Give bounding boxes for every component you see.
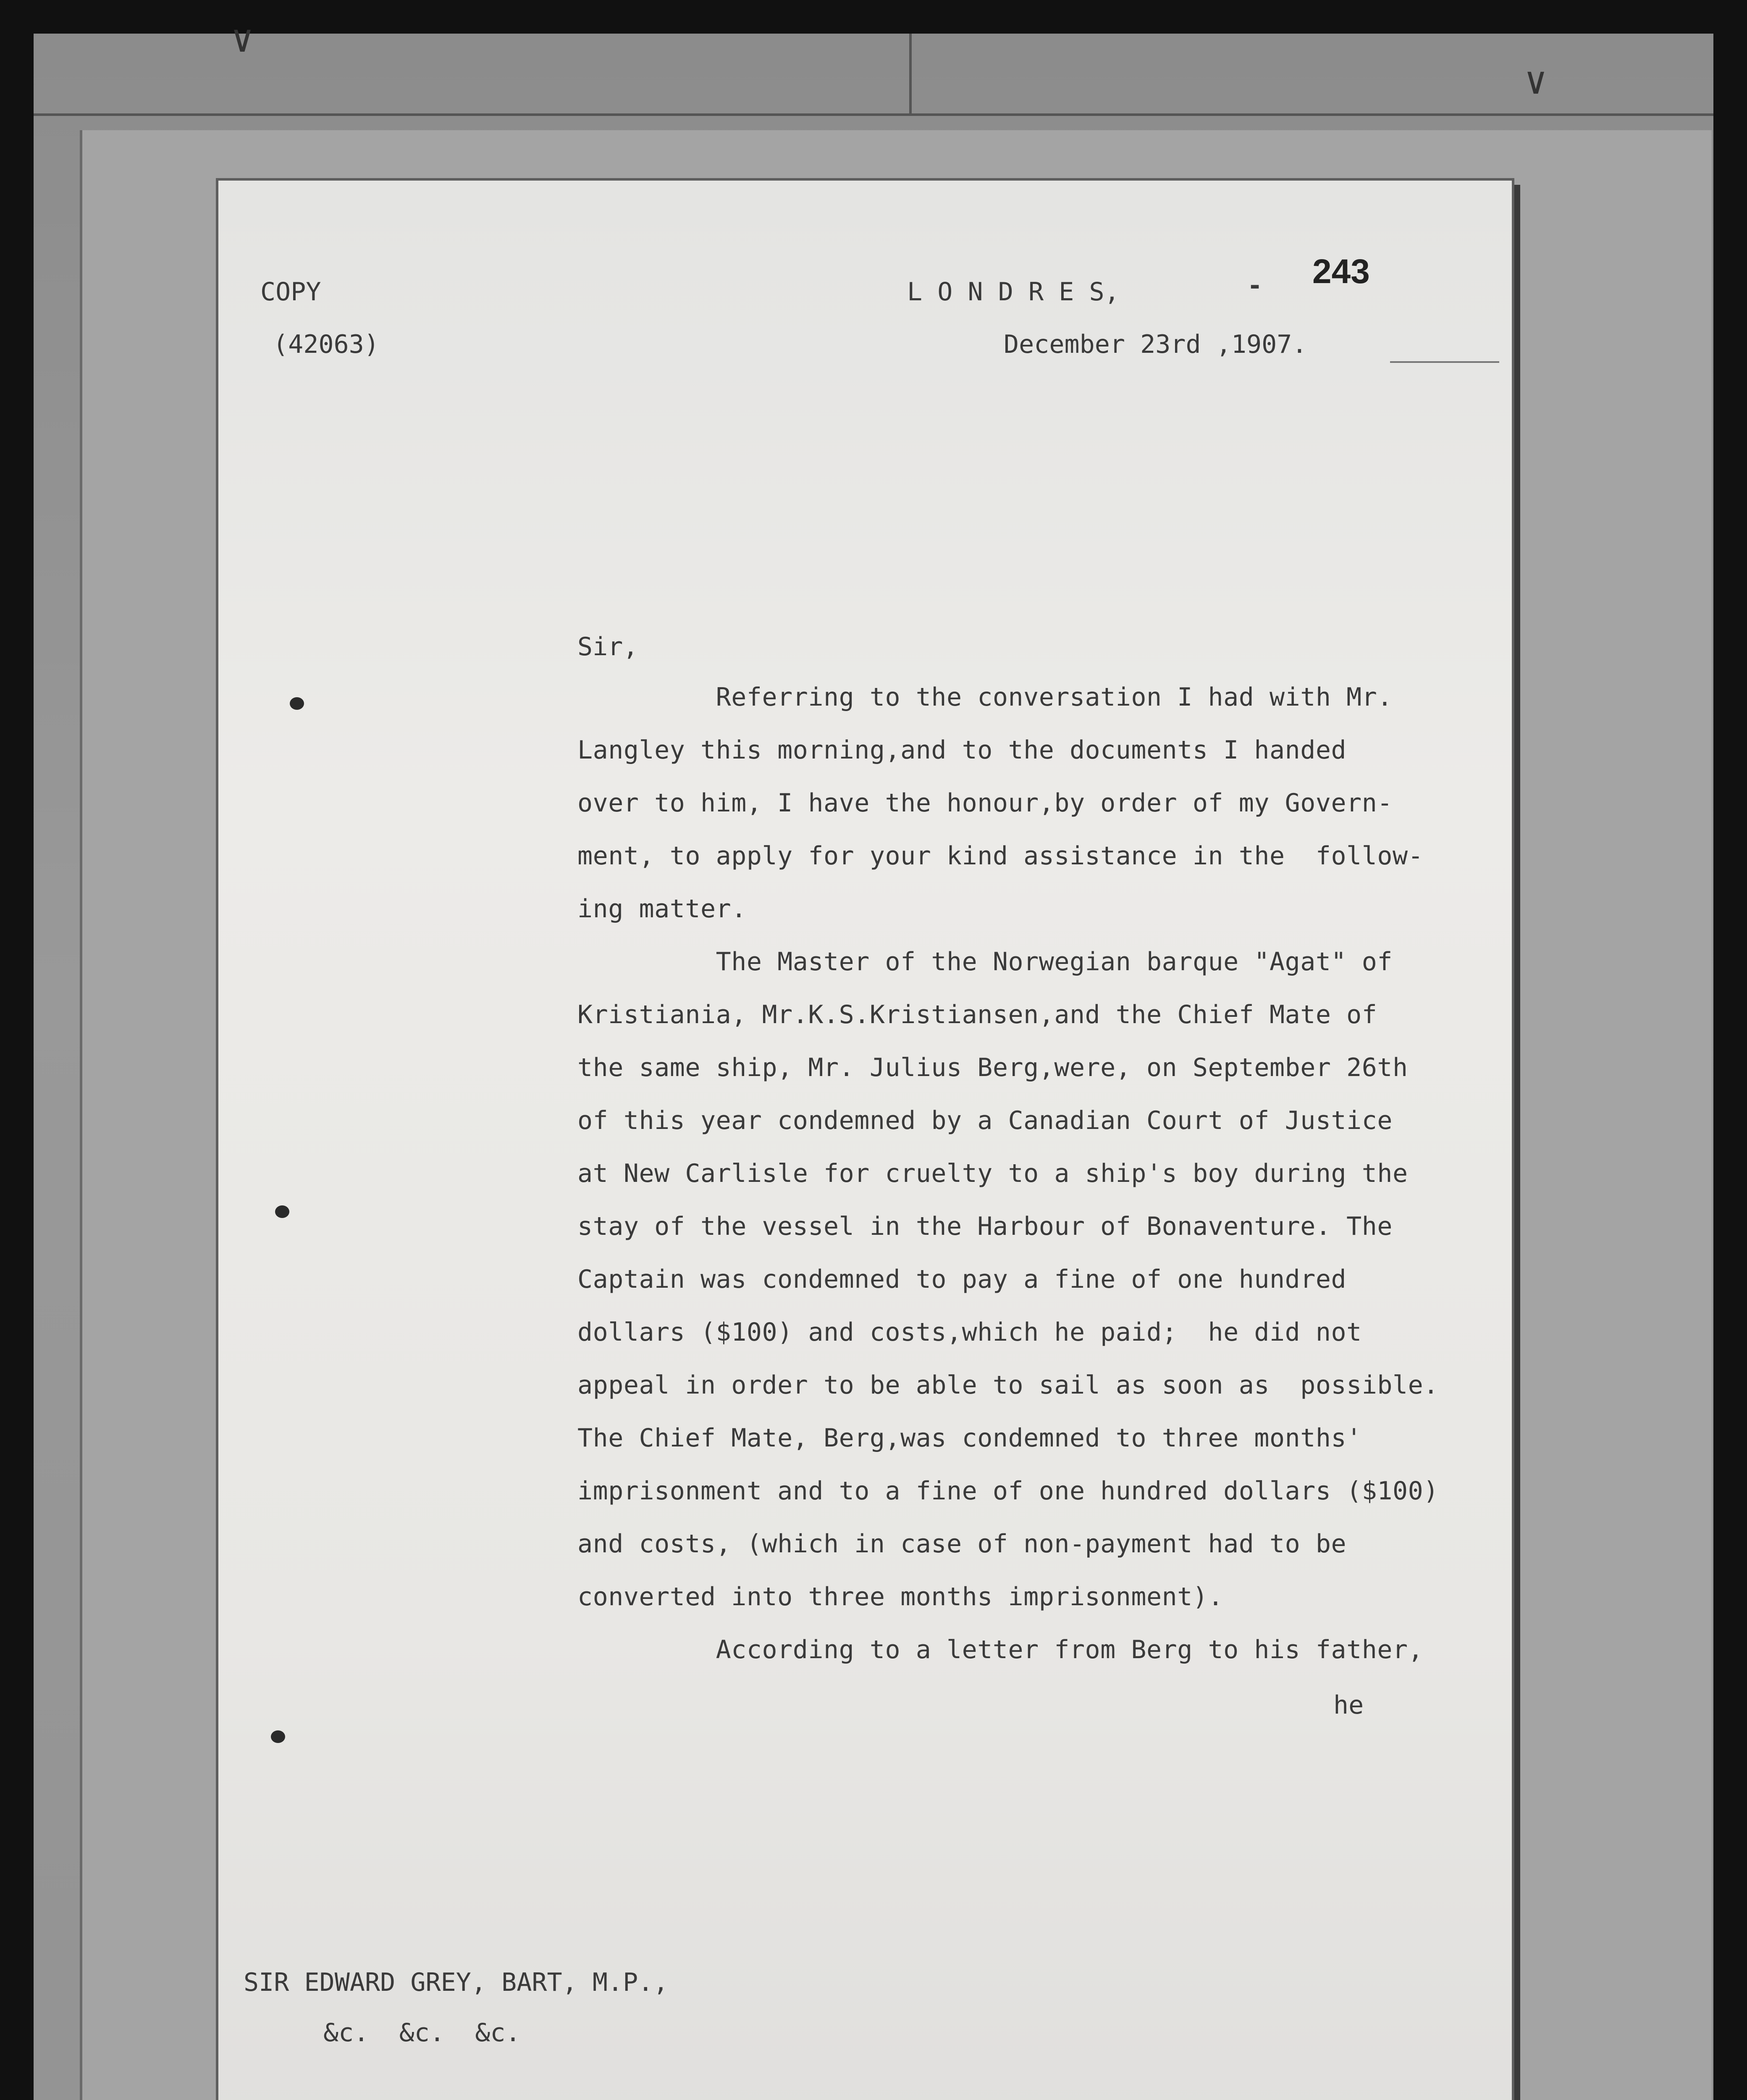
page-number: 243 <box>1312 252 1370 291</box>
film-top-divider <box>34 113 1713 116</box>
body-line: ment, to apply for your kind assistance in the follow- <box>577 841 1424 871</box>
body-line: Kristiania, Mr.K.S.Kristiansen,and the Chief Mate of <box>577 1000 1377 1029</box>
catchword: he <box>1333 1690 1364 1720</box>
body-line: The Chief Mate, Berg,was condemned to three months' <box>577 1423 1362 1453</box>
body-line: ing matter. <box>577 894 747 924</box>
film-center-divider <box>909 34 912 113</box>
punch-hole-bottom <box>271 1730 285 1743</box>
place-heading: L O N D R E S, <box>907 277 1120 307</box>
body-line: Captain was condemned to pay a fine of one hundred <box>577 1265 1347 1294</box>
body-line: and costs, (which in case of non-payment had to be <box>577 1529 1347 1559</box>
addressee-etc: &c. &c. &c. <box>323 2018 521 2048</box>
body-line: at New Carlisle for cruelty to a ship's boy during the <box>577 1159 1408 1188</box>
body-line: stay of the vessel in the Harbour of Bonaventure. The <box>577 1212 1393 1241</box>
letter-date: December 23rd ,1907. <box>1004 330 1307 359</box>
punch-hole-middle <box>275 1205 289 1218</box>
film-tick-mark-left: ∨ <box>231 17 254 61</box>
body-line: According to a letter from Berg to his father, <box>577 1635 1424 1664</box>
letter-sheet <box>218 181 1512 2100</box>
date-underline <box>1390 361 1499 363</box>
addressee-name: SIR EDWARD GREY, BART, M.P., <box>244 1968 669 1997</box>
body-line: dollars ($100) and costs,which he paid; he did not <box>577 1318 1362 1347</box>
salutation: Sir, <box>577 632 638 662</box>
body-line: of this year condemned by a Canadian Court of Justice <box>577 1106 1393 1135</box>
body-line: imprisonment and to a fine of one hundred dollars ($100) <box>577 1476 1439 1506</box>
film-tick-mark-right: ∨ <box>1524 59 1548 103</box>
body-line: over to him, I have the honour,by order of my Govern- <box>577 788 1393 818</box>
body-line: The Master of the Norwegian barque "Agat" of <box>577 947 1393 976</box>
body-line: appeal in order to be able to sail as soon as possible. <box>577 1370 1439 1400</box>
body-line: Langley this morning,and to the documents I handed <box>577 735 1347 765</box>
copy-label: COPY <box>260 277 321 307</box>
punch-hole-top <box>290 697 304 710</box>
page-dash-mark: - <box>1247 271 1263 300</box>
file-number: (42063) <box>273 330 379 359</box>
body-line: the same ship, Mr. Julius Berg,were, on September 26th <box>577 1053 1408 1082</box>
body-line: converted into three months imprisonment). <box>577 1582 1224 1612</box>
body-line: Referring to the conversation I had with Mr. <box>577 682 1393 712</box>
